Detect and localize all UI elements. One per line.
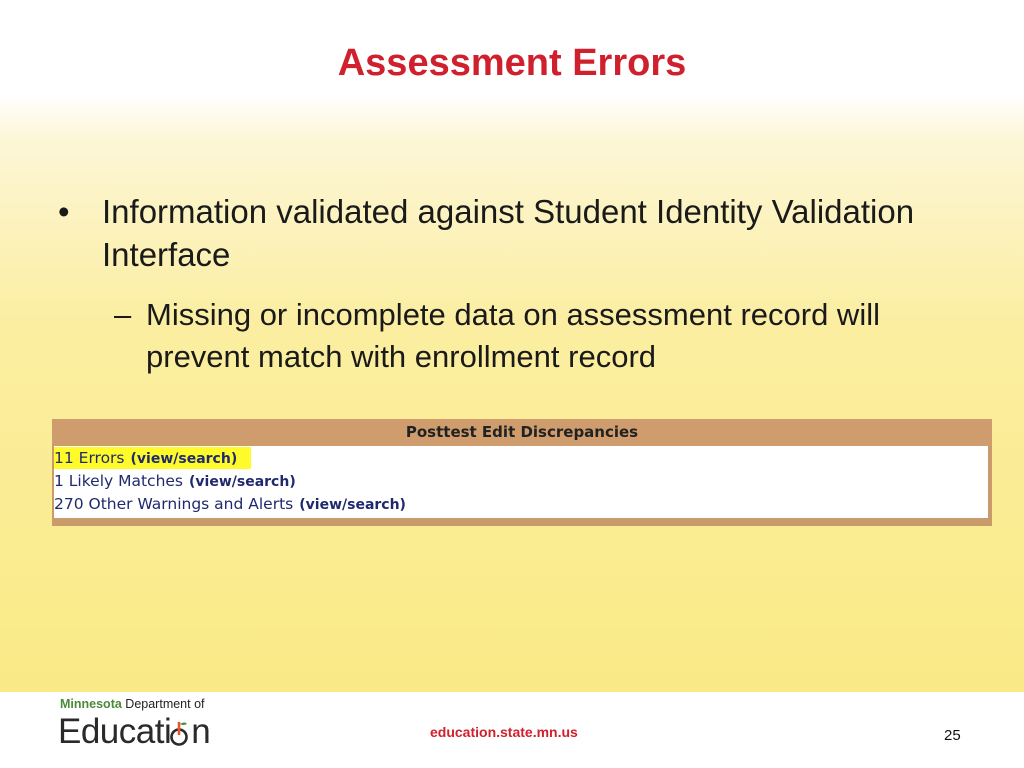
likely-matches-row bbox=[54, 470, 296, 492]
logo-state-name: Minnesota bbox=[60, 697, 122, 711]
likely-matches-text: 1 Likely Matches bbox=[54, 472, 184, 490]
warnings-view-search-link[interactable]: (view/search) bbox=[299, 497, 406, 513]
panel-body bbox=[54, 446, 988, 518]
panel-header: Posttest Edit Discrepancies bbox=[52, 419, 992, 446]
logo-word-start: Educati bbox=[58, 712, 172, 751]
logo-subtitle bbox=[60, 697, 205, 711]
footer-url[interactable]: education.state.mn.us bbox=[430, 724, 578, 740]
slide-title: Assessment Errors bbox=[337, 42, 687, 84]
warnings-text: 270 Other Warnings and Alerts bbox=[54, 495, 294, 513]
apple-icon bbox=[170, 720, 188, 748]
sub-bullet-text: Missing or incomplete data on assessment record will prevent match with enrollment record bbox=[146, 297, 880, 374]
posttest-discrepancies-panel bbox=[52, 419, 992, 526]
sub-bullet-marker: – bbox=[114, 297, 132, 332]
errors-row bbox=[54, 447, 251, 469]
likely-matches-view-search-link[interactable]: (view/search) bbox=[189, 474, 296, 490]
bullet-marker: • bbox=[58, 193, 70, 230]
logo-word-end: n bbox=[191, 712, 211, 751]
bullet-text: Information validated against Student Identity Validation Interface bbox=[102, 193, 915, 273]
logo-dept-text: Department of bbox=[125, 697, 205, 711]
errors-view-search-link[interactable]: (view/search) bbox=[130, 451, 238, 467]
errors-count-text: 11 Errors bbox=[54, 449, 125, 467]
warnings-row bbox=[54, 493, 406, 515]
page-number: 25 bbox=[944, 727, 961, 744]
